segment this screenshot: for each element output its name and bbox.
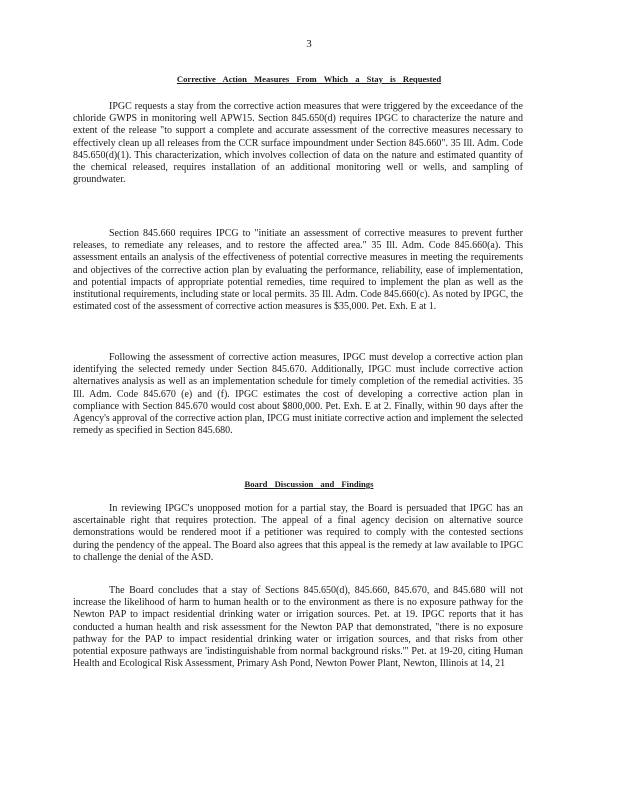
paragraph: In reviewing IPGC's unopposed motion for a partial stay, the Board is persuaded that IPGC has an ascertainable right that requires protection. The appeal of a final agency decision on alternative source demonstrations would be rendered moot if a petitioner was required to comply with the contested sections during the pendency of the appeal. The Board also agrees that this appeal is the remedy at law available to IPGC to challenge the denial of the ASD.: [73, 503, 523, 563]
paragraph: IPGC requests a stay from the corrective action measures that were triggered by the exceedance of the chloride GWPS in monitoring well APW15. Section 845.650(d) requires IPGC to characterize the nature and extent of the release "to support a complete and accurate assessment of the corrective measures necessary to effectively clean up all releases from the CCR surface impoundment under Section 845.660". 35 Ill. Adm. Code 845.650(d)(1). This characterization, which involves collection of data on the nature and estimated quantity of the chemical released, requires installation of an additional monitoring well or wells, and sampling of groundwater.: [73, 101, 523, 186]
paragraph: Section 845.660 requires IPCG to "initiate an assessment of corrective measures to prevent further releases, to remediate any releases, and to restore the affected area." 35 Ill. Adm. Code 845.660(a). This assessment entails an analysis of the effectiveness of potential corrective measures in meeting the requirements and objectives of the corrective action plan by evaluating the performance, reliability, ease of implementation, and potential impacts of appropriate potential remedies, time required to implement the plan as well as the institutional requirements, including state or local permits. 35 Ill. Adm. Code 845.660(c). As noted by IPGC, the estimated cost of the assessment of corrective action measures is $35,000. Pet. Exh. E at 1.: [73, 228, 523, 313]
section-heading-corrective-action: [0, 74, 618, 84]
section-heading-text: Corrective Action Measures From Which a Stay is Requested: [176, 74, 442, 84]
section-heading-board-discussion: [0, 479, 618, 489]
page-number: 3: [306, 38, 312, 50]
paragraph: The Board concludes that a stay of Sections 845.650(d), 845.660, 845.670, and 845.680 will not increase the likelihood of harm to human health or to the environment as there is no exposure pathway for the Newton PAP to impact residential drinking water or irrigation sources. Pet. at 19. IPGC reports that it has conducted a human health and risk assessment for the Newton PAP that demonstrated, "there is no exposure pathway for the PAP to impact residential drinking water or irrigation sources, and that risks from other potential exposure pathways are 'indistinguishable from normal background risks.'" Pet. at 19-20, citing Human Health and Ecological Risk Assessment, Primary Ash Pond, Newton Power Plant, Newton, Illinois at 14, 21: [73, 585, 523, 670]
paragraph: Following the assessment of corrective action measures, IPGC must develop a corrective action plan identifying the selected remedy under Section 845.670. Additionally, IPGC must include corrective action alternatives analysis as well as an implementation schedule for timely completion of the remedial activities. 35 Ill. Adm. Code 845.670 (e) and (f). IPGC estimates the cost of developing a corrective action plan in compliance with Section 845.670 would cost about $800,000. Pet. Exh. E at 2. Finally, within 90 days after the Agency's approval of the corrective action plan, IPCG must initiate corrective action and implement the selected remedy as specified in Section 845.680.: [73, 352, 523, 437]
section-heading-text: Board Discussion and Findings: [244, 479, 374, 489]
